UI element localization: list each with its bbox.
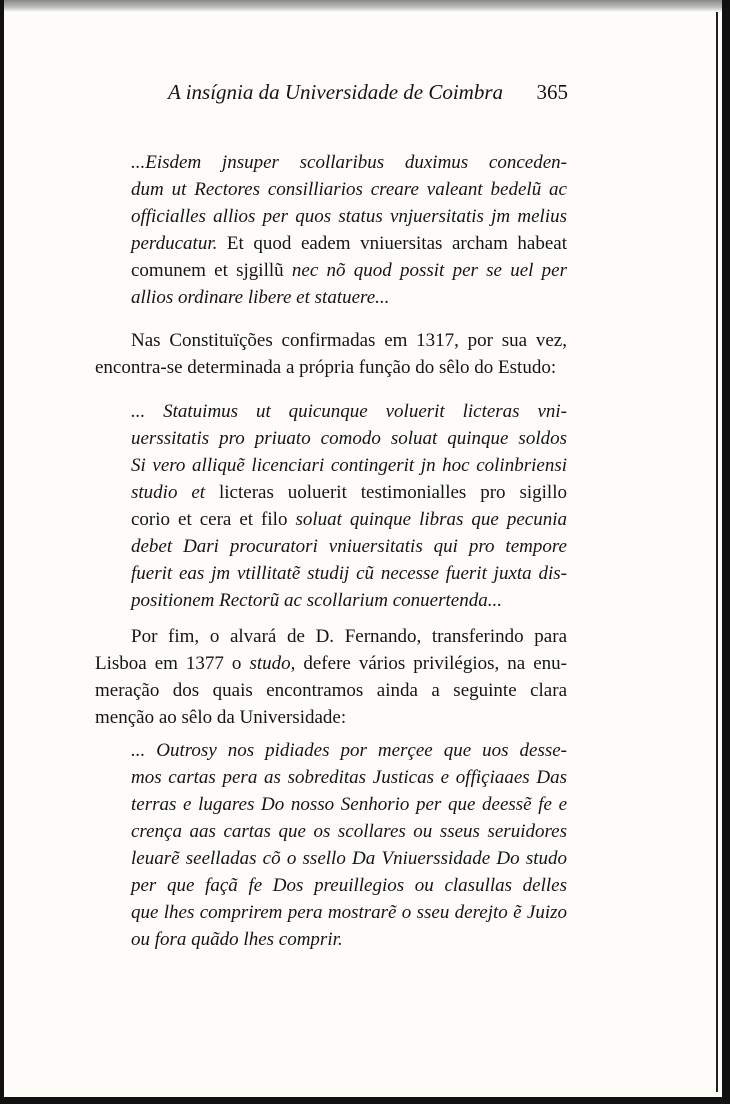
text-segment: ...Eisdem jnsuper scollaribus duximus conceden- — [131, 152, 567, 173]
scan-edge-right — [722, 0, 730, 1104]
text-line — [131, 506, 567, 533]
text-segment: Por fim, o alvará de D. Fernando, transferindo para — [131, 626, 567, 647]
scan-edge-bottom — [0, 1097, 730, 1104]
page-number: 365 — [536, 80, 568, 104]
text-segment: fuerit eas jm vtillitatẽ studij cũ necesse fuerit juxta dis- — [131, 563, 567, 584]
text-segment: ou fora quãdo lhes comprir. — [131, 929, 343, 950]
paragraph-2 — [95, 623, 567, 731]
text-segment: comunem et sjgillũ — [131, 260, 292, 281]
text-segment: positionem Rectorũ ac scollarium conuertenda... — [131, 590, 502, 611]
text-segment: perducatur. — [131, 233, 218, 254]
text-segment: Si vero alliquẽ licenciari contingerit jn hoc colinbriensi — [131, 455, 567, 476]
text-segment: ... Outrosy nos pidiades por merçee que uos desse- — [131, 740, 567, 761]
text-line — [131, 149, 567, 176]
text-segment: soluat quinque libras que pecunia — [295, 509, 567, 530]
text-segment: studio et — [131, 482, 219, 503]
text-line — [131, 479, 567, 506]
text-segment: meração dos quais encontramos ainda a seguinte clara — [95, 680, 567, 701]
text-segment: studo — [249, 653, 291, 674]
scan-edge-inner-right — [716, 12, 718, 1092]
text-segment: corio et cera et filo — [131, 509, 296, 530]
text-line — [131, 560, 567, 587]
running-title: A insígnia da Universidade de Coimbra — [168, 80, 504, 104]
latin-quote-2 — [131, 398, 567, 614]
text-line — [131, 764, 567, 791]
paragraph-1 — [95, 327, 567, 381]
text-line — [131, 845, 567, 872]
text-segment: Et quod eadem vniuersitas archam habeat — [217, 233, 567, 254]
text-segment: leuarẽ seelladas cõ o ssello Da Vniuerssidade Do studo — [131, 848, 567, 869]
text-segment: menção ao sêlo da Universidade: — [95, 707, 347, 728]
text-line — [131, 452, 567, 479]
text-line — [131, 872, 567, 899]
text-segment: Lisboa em 1377 o — [95, 653, 250, 674]
text-segment: allios ordinare libere et statuere... — [131, 287, 390, 308]
text-segment: debet Dari procuratori vniuersitatis qui pro tempore — [131, 536, 567, 557]
text-line — [95, 704, 567, 731]
text-line — [95, 650, 567, 677]
text-segment: terras e lugares Do nosso Senhorio per que deessẽ fe e — [131, 794, 567, 815]
text-line — [131, 176, 567, 203]
text-line — [131, 818, 567, 845]
text-segment: que lhes comprirem pera mostrarẽ o sseu derejto ẽ Juizo — [131, 902, 567, 923]
text-segment: licteras uoluerit testimonialles pro sigillo — [219, 482, 567, 503]
text-line — [95, 677, 567, 704]
portuguese-quote-3 — [131, 737, 567, 953]
text-line — [131, 284, 567, 311]
text-line — [131, 587, 567, 614]
text-line — [131, 899, 567, 926]
scan-edge-left — [0, 0, 4, 1104]
text-line — [131, 425, 567, 452]
text-line — [95, 623, 567, 650]
text-segment: per que façã fe Dos preuillegios ou clasullas delles — [131, 875, 567, 896]
text-line — [131, 791, 567, 818]
text-line: encontra-se determinada a própria função do sêlo do Estudo: — [95, 357, 557, 378]
text-line — [131, 737, 567, 764]
text-line: Nas Constituïções confirmadas em 1317, por sua vez, — [131, 330, 567, 351]
text-segment: uerssitatis pro priuato comodo soluat quinque soldos — [131, 428, 567, 449]
text-line — [131, 203, 567, 230]
running-header — [168, 80, 568, 110]
text-line — [131, 257, 567, 284]
text-segment: , defere vários privilégios, na enu- — [290, 653, 567, 674]
text-segment: mos cartas pera as sobreditas Justicas e offiçiaaes Das — [131, 767, 567, 788]
text-segment: crença aas cartas que os scollares ou sseus seruidores — [131, 821, 567, 842]
text-segment: officialles allios per quos status vnjuersitatis jm melius — [131, 206, 567, 227]
scan-edge-top — [0, 0, 730, 12]
text-line — [131, 230, 567, 257]
latin-quote-1 — [131, 149, 567, 311]
text-segment: nec nõ quod possit per se uel per — [291, 260, 568, 281]
text-segment: ... Statuimus ut quicunque voluerit licteras vni- — [131, 401, 567, 422]
text-line — [131, 398, 567, 425]
text-line — [131, 926, 567, 953]
text-segment: dum ut Rectores consilliarios creare valeant bedelũ ac — [131, 179, 567, 200]
text-line — [131, 533, 567, 560]
